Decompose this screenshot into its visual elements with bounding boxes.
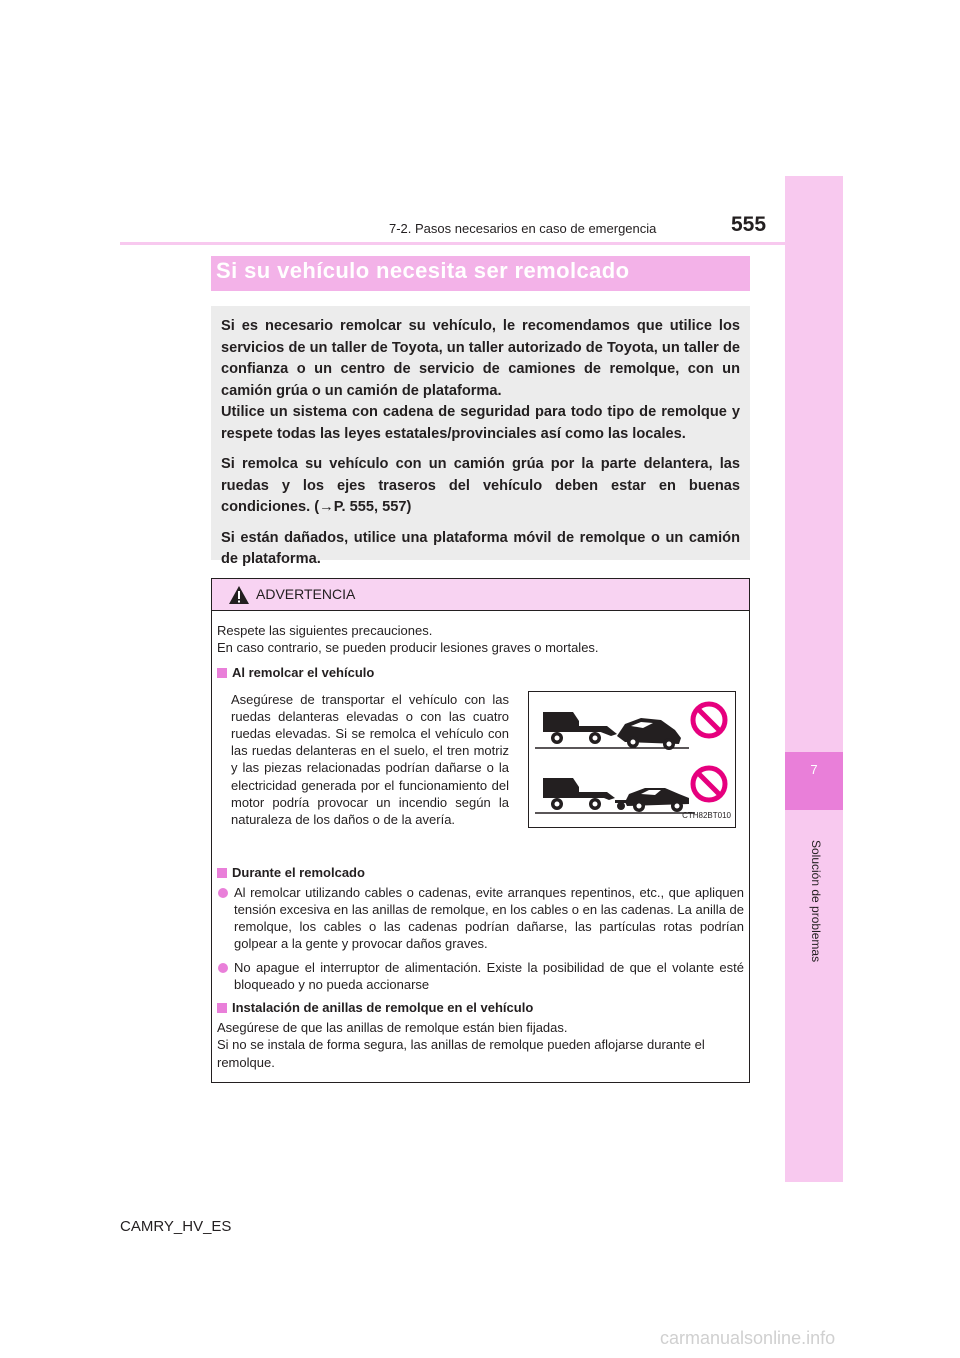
warning-lead-2: En caso contrario, se pueden producir lesiones graves o mortales. <box>217 640 599 656</box>
model-code: CAMRY_HV_ES <box>120 1218 232 1235</box>
warning-lead: Respete las siguientes precauciones. <box>217 623 433 638</box>
tow-eyelet-line-2: Si no se instala de forma segura, las anillas de remolque pueden aflojarse durante el remolque. <box>217 1037 705 1070</box>
towing-text: Asegúrese de transportar el vehículo con las ruedas delanteras elevadas o con las cuatro ruedas elevadas. Si se remolca el vehículo con las ruedas delanteras en el suelo, el tren motriz y las piezas relacionadas podrían dañarse o la electricidad generada por el funcionamiento del motor podría provocar un incendio según la naturaleza de los daños o de la avería. <box>231 691 509 828</box>
bullet-item: Al remolcar utilizando cables o cadenas, evite arranques repentinos, etc., que apliquen tensión excesiva en las anillas de remolque, en los cables o en las cadenas. La anilla de remolque, los cables o las cadenas podrían dañarse, las partículas rotas podrían golpear a la gente y provocar daños graves. <box>217 884 744 953</box>
intro-paragraph-1 <box>221 316 740 445</box>
tow-eyelet-subheading: Instalación de anillas de remolque en el vehículo <box>217 999 744 1016</box>
chapter-number: 7 <box>810 762 818 777</box>
tow-truck-illustration <box>529 692 735 827</box>
figure-code: CTH82BT010 <box>682 811 731 821</box>
warning-header <box>212 579 749 611</box>
intro-text-2: Utilice un sistema con cadena de seguridad para todo tipo de remolque y respete todas las leyes estatales/provinciales así como las locales. <box>221 404 740 442</box>
prohibited-sign-icon-2 <box>693 768 725 800</box>
intro-text-1: Si es necesario remolcar su vehículo, le recomendamos que utilice los servicios de un taller de Toyota, un taller autorizado de Toyota, un taller de confianza o un centro de servicio de camiones de remolque, con un camión grúa o un camión de plataforma. <box>221 318 740 399</box>
intro-paragraph-3: Si remolca su vehículo con un camión grúa por la parte delantera, las ruedas y los ejes traseros del vehículo deben estar en buenas condiciones. (→P. 555, 557) <box>221 456 740 515</box>
tow-truck-front-wheels-down <box>543 712 617 744</box>
warning-title: ADVERTENCIA <box>256 586 356 602</box>
towing-prohibited-figure <box>528 691 736 828</box>
intro-paragraph-4: Si están dañados, utilice una plataforma móvil de remolque o un camión de plataforma. <box>221 529 740 567</box>
warning-triangle-icon <box>228 585 250 605</box>
tow-eyelet-line-1: Asegúrese de que las anillas de remolque están bien fijadas. <box>217 1020 568 1036</box>
page-title: Si su vehículo necesita ser remolcado <box>216 258 630 283</box>
during-towing-subheading: Durante el remolcado <box>217 864 744 881</box>
chapter-number-marker <box>785 752 843 810</box>
section-title: 7-2. Pasos necesarios en caso de emergencia <box>389 221 657 236</box>
towing-section <box>217 689 744 864</box>
towing-subheading: Al remolcar el vehículo <box>217 664 744 681</box>
header-rule <box>120 242 785 245</box>
chapter-title: Solución de problemas <box>809 840 823 963</box>
warning-body <box>217 622 744 1071</box>
watermark: carmanualsonline.info <box>660 1328 836 1348</box>
bullet-item: No apague el interruptor de alimentación. Existe la posibilidad de que el volante esté bloqueado y no pueda accionarse <box>217 959 744 993</box>
intro-box <box>211 306 750 567</box>
page-number: 555 <box>731 213 767 236</box>
warning-box <box>211 578 750 1083</box>
prohibited-sign-icon <box>693 704 725 736</box>
chapter-side-tab <box>785 176 843 1182</box>
